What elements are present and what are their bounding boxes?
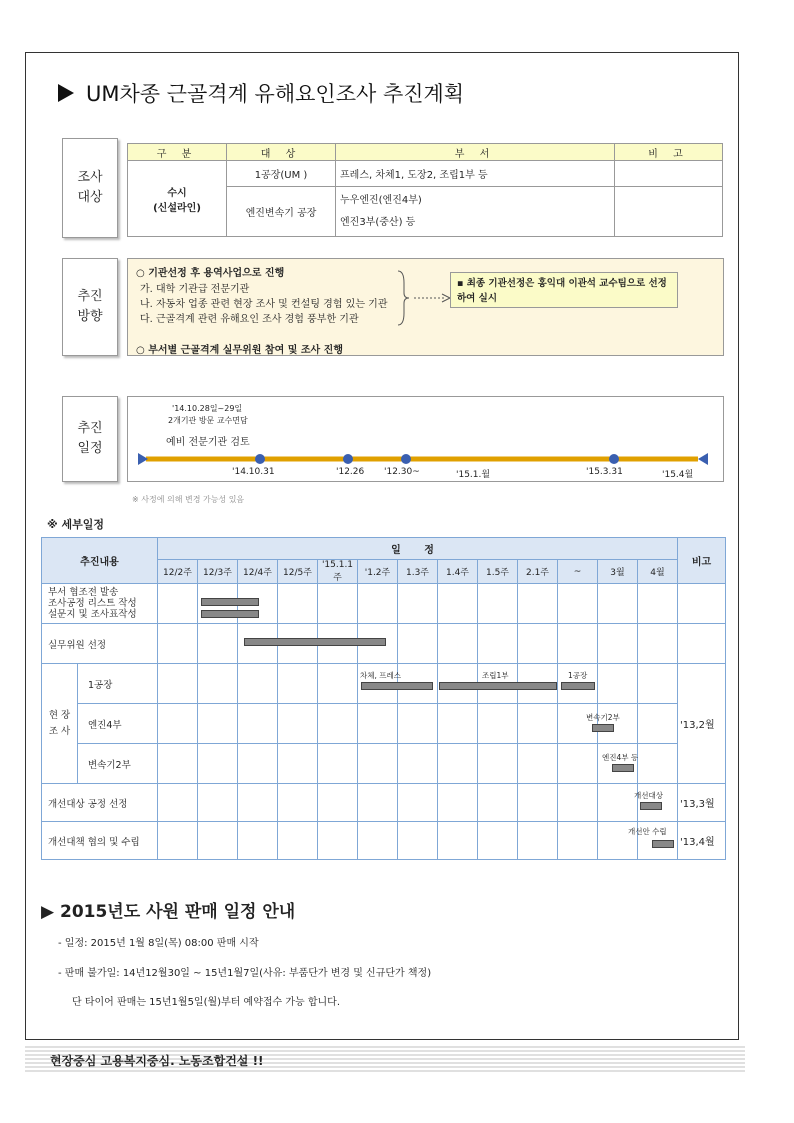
timeline-date: '15.4월 xyxy=(662,470,694,480)
sales-line: 단 타이어 판매는 15년1월5일(월)부터 예약접수 가능 합니다. xyxy=(72,997,341,1008)
gantt-bar xyxy=(612,764,634,772)
survey-label: 조사 대상 xyxy=(77,170,103,205)
week-header: '1.2주 xyxy=(358,560,398,584)
row-note: '13,4월 xyxy=(678,822,726,860)
milestone-dot xyxy=(609,454,619,464)
header-note: 비고 xyxy=(678,538,726,584)
direction-line: 다. 근골격계 관련 유해요인 조사 경험 풍부한 기관 xyxy=(140,314,359,325)
bar-label: 개선안 수립 xyxy=(628,827,667,836)
sales-title: ▶ 2015년도 사원 판매 일정 안내 xyxy=(41,902,296,922)
site-survey-label: 현 장 조 사 xyxy=(42,664,78,784)
week-header: 1.4주 xyxy=(438,560,478,584)
dept-cell: 누우엔진(엔진4부) 엔진3부(중산) 등 xyxy=(336,187,615,237)
timeline xyxy=(138,451,718,469)
direction-line: ○ 기관선정 후 용역사업으로 진행 xyxy=(136,268,285,279)
week-header: '15.1.1주 xyxy=(318,560,358,584)
category-cell: 수시 (신설라인) xyxy=(128,161,227,237)
row-note: '13,3월 xyxy=(678,784,726,822)
schedule-label: 추진 일정 xyxy=(77,421,103,456)
task-label: 개선대책 협의 및 수립 xyxy=(42,822,158,860)
bar-label: 1공장 xyxy=(568,671,588,680)
footer-text: 현장중심 고용복지중심. 노동조합건설 !! xyxy=(50,1054,264,1068)
week-header: 12/2주 xyxy=(158,560,198,584)
week-header: 4월 xyxy=(638,560,678,584)
bar-label: 조립1부 xyxy=(482,671,509,680)
header-category: 구 분 xyxy=(128,144,227,161)
week-header: ~ xyxy=(558,560,598,584)
brace-arrow-icon xyxy=(396,269,456,327)
gantt-table xyxy=(41,537,726,860)
sales-line: - 일정: 2015년 1월 8일(목) 08:00 판매 시작 xyxy=(58,938,259,949)
header-target: 대 상 xyxy=(227,144,336,161)
bar-label: 개선대상 xyxy=(634,791,663,800)
target-cell: 1공장(UM ) xyxy=(227,161,336,187)
bar-label: 엔진4부 등 xyxy=(602,753,639,762)
schedule-annotation: '14.10.28일~29일 xyxy=(172,404,243,413)
week-header: 3월 xyxy=(598,560,638,584)
dept-cell: 프레스, 차체1, 도장2, 조립1부 등 xyxy=(336,161,615,187)
sales-line: - 판매 불가일: 14년12월30일 ~ 15년1월7일(사유: 부품단가 변경 및 신규단가 책정) xyxy=(58,968,432,979)
gantt-bar xyxy=(652,840,674,848)
week-header: 12/4주 xyxy=(238,560,278,584)
milestone-dot xyxy=(401,454,411,464)
gantt-bar xyxy=(561,682,595,690)
week-header: 12/5주 xyxy=(278,560,318,584)
end-triangle-icon xyxy=(698,453,708,465)
task-label: 엔진4부 xyxy=(78,704,158,744)
direction-line: 가. 대학 기관급 전문기관 xyxy=(140,284,250,295)
milestone-dot xyxy=(255,454,265,464)
gantt-bar xyxy=(592,724,614,732)
detail-title: ※ 세부일정 xyxy=(47,518,105,531)
header-note: 비 고 xyxy=(615,144,723,161)
schedule-footnote: ※ 사정에 의해 변경 가능성 있음 xyxy=(132,495,245,504)
gantt-bar xyxy=(640,802,662,810)
timeline-date: '12.30~ xyxy=(384,467,420,477)
header-period: 일 정 xyxy=(158,538,678,560)
week-header: 12/3주 xyxy=(198,560,238,584)
survey-table xyxy=(127,143,723,237)
direction-label: 추진 방향 xyxy=(77,289,103,324)
timeline-date: '14.10.31 xyxy=(232,467,275,477)
week-header: 1.3주 xyxy=(398,560,438,584)
direction-line: ○ 부서별 근골격계 실무위원 참여 및 조사 진행 xyxy=(136,345,343,356)
schedule-annotation: 2개기관 방문 교수면담 xyxy=(168,416,248,425)
task-label: 1공장 xyxy=(78,664,158,704)
schedule-annotation: 예비 전문기관 검토 xyxy=(166,437,250,448)
note-cell xyxy=(615,161,723,187)
task-label: 실무위원 선정 xyxy=(42,624,158,664)
header-content: 추진내용 xyxy=(42,538,158,584)
schedule-box xyxy=(127,396,724,482)
week-header: 2.1주 xyxy=(518,560,558,584)
page-title xyxy=(58,78,464,108)
start-triangle-icon xyxy=(138,453,148,465)
note-cell xyxy=(615,187,723,237)
week-header: 1.5주 xyxy=(478,560,518,584)
target-cell: 엔진변속기 공장 xyxy=(227,187,336,237)
bar-label: 변속기2부 xyxy=(586,713,620,722)
bar-label: 차체, 프레스 xyxy=(360,671,401,680)
row-note: '13,2월 xyxy=(678,664,726,784)
timeline-date: '12.26 xyxy=(336,467,365,477)
task-label: 변속기2부 xyxy=(78,744,158,784)
direction-line: 나. 자동차 업종 관련 현장 조사 및 컨설팅 경험 있는 기관 xyxy=(140,299,388,310)
task-label: 개선대상 공정 선정 xyxy=(42,784,158,822)
note-box: ▪ 최종 기관선정은 홍익대 이관석 교수팀으로 선정하여 실시 xyxy=(450,272,678,308)
header-dept: 부 서 xyxy=(336,144,615,161)
triangle-icon xyxy=(58,84,74,102)
task-label: 부서 협조전 발송 조사공정 리스트 작성 설문지 및 조사표작성 xyxy=(42,584,158,624)
timeline-date: '15.3.31 xyxy=(586,467,623,477)
page-title-text: UM차종 근골격계 유해요인조사 추진계획 xyxy=(86,82,465,106)
footer-banner xyxy=(25,1046,745,1074)
milestone-dot xyxy=(343,454,353,464)
timeline-date: '15.1.월 xyxy=(456,470,491,480)
